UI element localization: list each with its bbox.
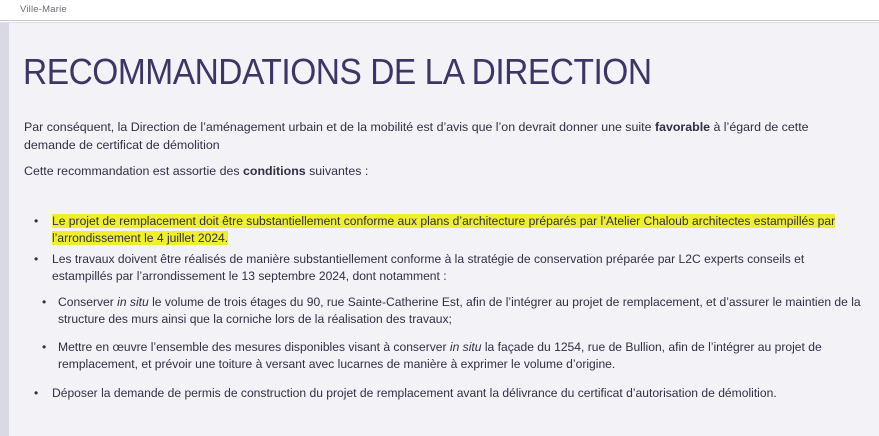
paragraph-conditions-intro (24, 163, 854, 181)
bullet-glyph-icon: • (34, 252, 39, 266)
list-item-highlighted-text: Le projet de remplacement doit être substantiellement conforme aux plans d’architecture préparés par l’Atelier Chaloub architectes estampillés par l’arrondissement le 4 juillet 2024. (52, 214, 836, 245)
conditions-list-final (24, 385, 864, 410)
list-item-label: Les travaux doivent être réalisés de manière substantiellement conforme à la stratégie de conservation préparée par L2C experts conseils et estampillés par l’arrondissement le 13 septembre 2024, dont notamment : (52, 252, 805, 283)
sub-list-item-text-2: la façade du 1254, rue de Bullion, afin de l’intégrer au projet de remplacement, et prévoir une toiture à versant avec lucarnes de manière à exprimer le volume d’origine. (58, 340, 822, 371)
list-item (24, 385, 864, 402)
document-header (0, 0, 879, 22)
paragraph-recommendation-text-2: à l’égard de cette demande de certificat de démolition (24, 120, 809, 152)
left-accent-bar (0, 23, 9, 436)
sub-list-item-text-2: le volume de trois étages du 90, rue Sainte-Catherine Est, afin de l’intégrer au projet de remplacement, et d’assurer le maintien de la structure des murs ainsi que la corniche lors de la réalisation des travaux; (58, 295, 861, 326)
header-borough-label: Ville-Marie (20, 4, 67, 15)
paragraph-conditions-emphasis: conditions (243, 164, 306, 178)
list-item (24, 251, 864, 285)
paragraph-recommendation-text-1: Par conséquent, la Direction de l’aménagement urbain et de la mobilité est d’avis que l’on devrait donner une suite (24, 120, 655, 134)
list-item-highlighted (24, 213, 869, 247)
bullet-glyph-icon: • (42, 340, 47, 354)
conditions-sublist (24, 294, 864, 373)
bullet-glyph-icon: • (42, 295, 47, 309)
sub-list-item-text-1: Conserver (58, 295, 118, 309)
sub-list-item-text-1: Mettre en œuvre l’ensemble des mesures disponibles visant à conserver (58, 340, 450, 354)
conditions-list (24, 251, 864, 384)
paragraph-conditions-text-2: suivantes : (305, 164, 369, 178)
header-divider (0, 20, 879, 21)
sub-list-item-italic-1: in situ (117, 295, 149, 309)
list-item-label: Déposer la demande de permis de construction du projet de remplacement avant la délivrance du certificat d’autorisation de démolition. (52, 386, 777, 400)
paragraph-conditions-text-1: Cette recommandation est assortie des (24, 164, 244, 178)
paragraph-recommendation-emphasis: favorable (654, 120, 711, 134)
list-item (24, 339, 864, 373)
paragraph-recommendation (24, 119, 854, 154)
sub-list-item-italic-2: in situ (449, 340, 482, 354)
list-item (24, 294, 864, 328)
bullet-glyph-icon: • (34, 386, 39, 400)
document-content (9, 23, 871, 436)
bullet-glyph-icon: • (34, 214, 39, 228)
document-body (0, 23, 879, 436)
page-title: RECOMMANDATIONS DE LA DIRECTION (23, 51, 652, 92)
